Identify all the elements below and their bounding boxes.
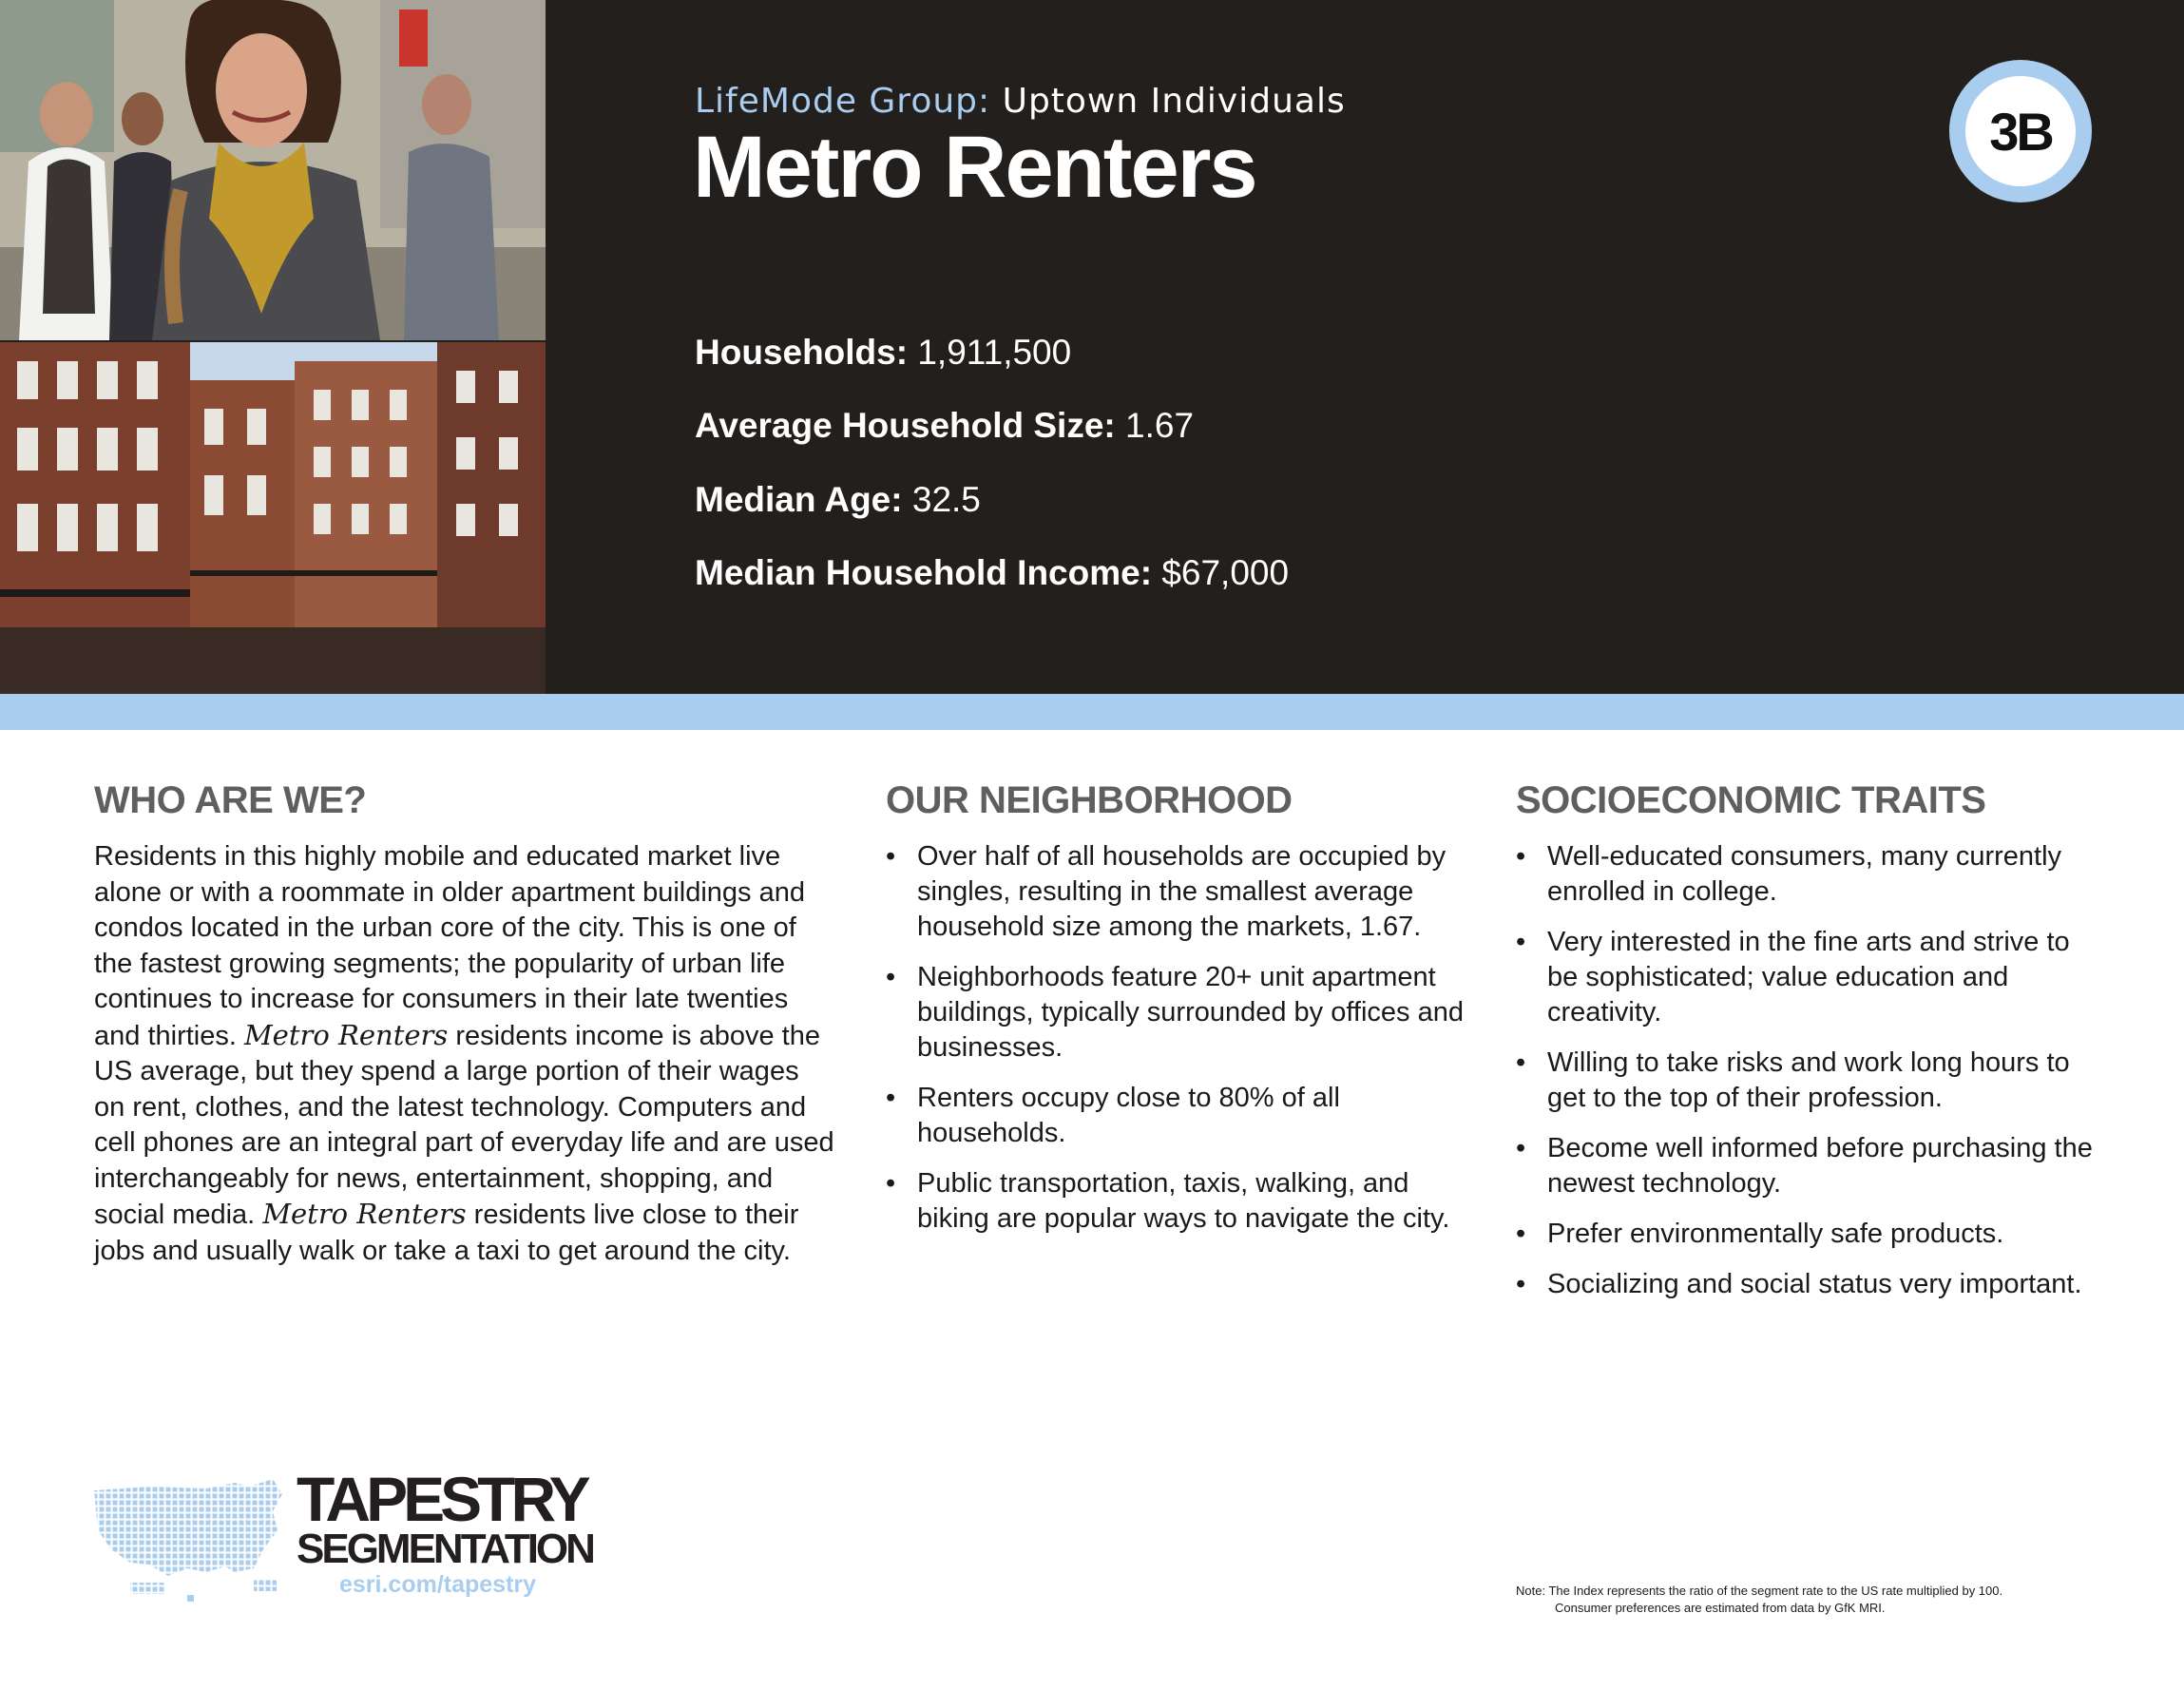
footnote-line1: Note: The Index represents the ratio of the segment rate to the US rate multiplied by 100. — [1516, 1584, 2003, 1598]
stat-label: Median Household Income: — [695, 553, 1153, 592]
who-are-we-section — [94, 779, 835, 1269]
socio-list — [1516, 839, 2105, 1302]
segment-code-badge — [1949, 60, 2092, 202]
footnote-line2: Consumer preferences are estimated from data by GfK MRI. — [1555, 1601, 1886, 1615]
socioeconomic-traits-section — [1516, 779, 2105, 1317]
lifemode-label: LifeMode Group: — [695, 82, 991, 121]
stat-median-age — [695, 480, 981, 520]
segment-name-ref: Metro Renters — [262, 1198, 467, 1230]
logo-segmentation-text: SEGMENTATION — [297, 1526, 593, 1572]
footnote — [1516, 1583, 2002, 1617]
section-heading: SOCIOECONOMIC TRAITS — [1516, 779, 1986, 821]
brownstone-photo — [0, 342, 546, 694]
segment-name-ref: Metro Renters — [243, 1018, 449, 1051]
who-are-we-text — [94, 839, 835, 1269]
stat-median-income — [695, 553, 1289, 593]
list-item: • Well-educated consumers, many currently enrolled in college. — [1516, 839, 2105, 910]
us-map-icon — [92, 1473, 287, 1606]
segment-title: Metro Renters — [693, 119, 1256, 216]
lifemode-value: Uptown Individuals — [1002, 82, 1346, 121]
list-item: • Prefer environmentally safe products. — [1516, 1217, 2105, 1252]
stat-label: Median Age: — [695, 480, 903, 519]
stat-value: 1,911,500 — [917, 333, 1072, 372]
stat-label: Average Household Size: — [695, 406, 1116, 445]
list-item: • Public transportation, taxis, walking, and biking are popular ways to navigate the city. — [886, 1166, 1466, 1237]
list-item: • Become well informed before purchasing the newest technology. — [1516, 1131, 2105, 1201]
our-neighborhood-section — [886, 779, 1466, 1252]
stat-label: Households: — [695, 333, 909, 372]
stat-value: $67,000 — [1161, 553, 1290, 592]
neighborhood-list — [886, 839, 1466, 1237]
list-item: • Socializing and social status very important. — [1516, 1267, 2105, 1302]
section-heading: OUR NEIGHBORHOOD — [886, 779, 1293, 821]
lifemode-group — [695, 82, 1346, 121]
logo-tapestry-text: TAPESTRY — [297, 1464, 586, 1534]
who-text-part: residents live close to their jobs and usually walk or take a taxi to get around the city. — [94, 1200, 799, 1266]
accent-stripe — [0, 694, 2184, 730]
stat-value: 32.5 — [911, 480, 981, 519]
segment-code: 3B — [1965, 76, 2076, 186]
list-item: • Very interested in the fine arts and strive to be sophisticated; value education and creativity. — [1516, 925, 2105, 1030]
list-item: • Willing to take risks and work long hours to get to the top of their profession. — [1516, 1046, 2105, 1116]
list-item: • Over half of all households are occupied by singles, resulting in the smallest average household size among the markets, 1.67. — [886, 839, 1466, 945]
tapestry-logo — [92, 1464, 605, 1611]
header-banner — [0, 0, 2184, 694]
stat-value: 1.67 — [1125, 406, 1195, 445]
who-text-part: Residents in this highly mobile and educated market live alone or with a roommate in older apartment buildings and condos located in the urban core of the city. This is one of the fastest growing segments; the popularity of urban life continues to increase for consumers in their late twenties and thirties. — [94, 841, 805, 1051]
list-item: • Renters occupy close to 80% of all households. — [886, 1081, 1466, 1151]
people-photo — [0, 0, 546, 340]
logo-url-link[interactable]: esri.com/tapestry — [339, 1571, 537, 1598]
who-text-part: residents income is above the US average, but they spend a large portion of their wages on rent, clothes, and the latest technology. Computers and cell phones are an integral part of everyday life and are used interchangeably for news, entertainment, shopping, and social media. — [94, 1020, 834, 1230]
stat-household-size — [695, 406, 1194, 446]
list-item: • Neighborhoods feature 20+ unit apartment buildings, typically surrounded by offices and businesses. — [886, 960, 1466, 1066]
section-heading: WHO ARE WE? — [94, 779, 367, 821]
stat-households — [695, 333, 1071, 373]
